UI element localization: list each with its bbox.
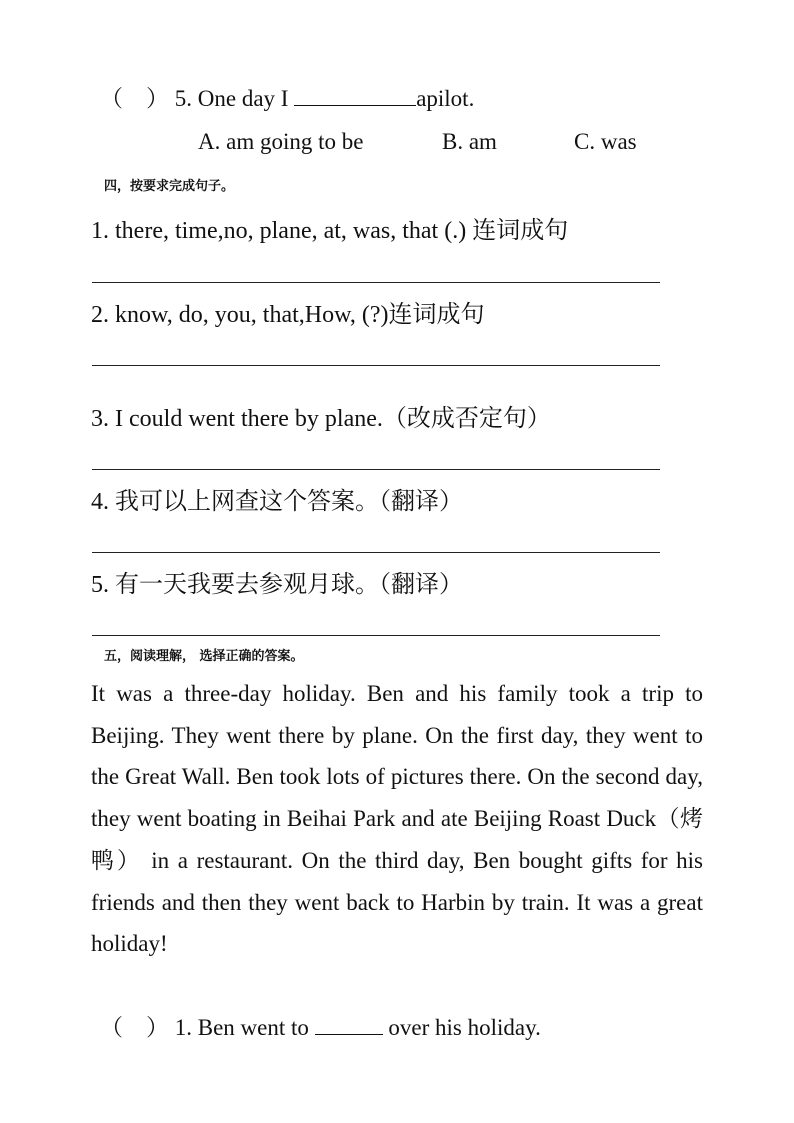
reading-q1-stem-after: over his holiday.	[388, 1015, 541, 1040]
section-5-title: 五，阅读理解， 选择正确的答案。	[104, 649, 304, 664]
q5-option-a: A. am going to be	[198, 129, 364, 154]
answer-bracket: （ ）	[100, 86, 169, 111]
answer-line-4[interactable]	[92, 552, 660, 553]
section-4-title: 四，按要求完成句子。	[104, 179, 235, 194]
q5-blank[interactable]	[294, 104, 416, 106]
q5-stem-before: 5. One day I	[174, 86, 289, 111]
answer-line-2[interactable]	[92, 365, 660, 366]
section-4-item-1: 1. there, time,no, plane, at, was, that (.) 连词成句	[91, 218, 569, 244]
section-4-item-2: 2. know, do, you, that,How, (?)连词成句	[91, 302, 485, 328]
answer-bracket: （ ）	[100, 1015, 169, 1040]
section-4-item-4: 4. 我可以上网查这个答案。（翻译）	[91, 489, 463, 515]
reading-q1-blank[interactable]	[315, 1033, 383, 1035]
passage-text: It was a three-day holiday. Ben and his family took a trip to Beijing. They went there by plane. On the first day, they went to the Great Wall. Ben took lots of pictures there. On the second day, they went boating in Beihai Park and ate Beijing Roast Duck（烤鸭） in a restaurant. On the third day, Ben bought gifts for his friends and then they went back to Harbin by train. It was a great holiday!	[91, 681, 703, 957]
q5-stem-after: apilot.	[416, 86, 475, 111]
q5-option-b: B. am	[442, 129, 497, 154]
q5-row	[100, 80, 474, 113]
section-4-item-3: 3. I could went there by plane.（改成否定句）	[91, 406, 551, 432]
section-4-item-5: 5. 有一天我要去参观月球。（翻译）	[91, 572, 463, 598]
reading-passage	[91, 673, 703, 965]
answer-line-5[interactable]	[92, 635, 660, 636]
answer-line-3[interactable]	[92, 469, 660, 470]
reading-q1-row	[100, 1009, 541, 1042]
answer-line-1[interactable]	[92, 282, 660, 283]
q5-option-c: C. was	[574, 129, 637, 154]
reading-q1-stem-before: 1. Ben went to	[174, 1015, 309, 1040]
